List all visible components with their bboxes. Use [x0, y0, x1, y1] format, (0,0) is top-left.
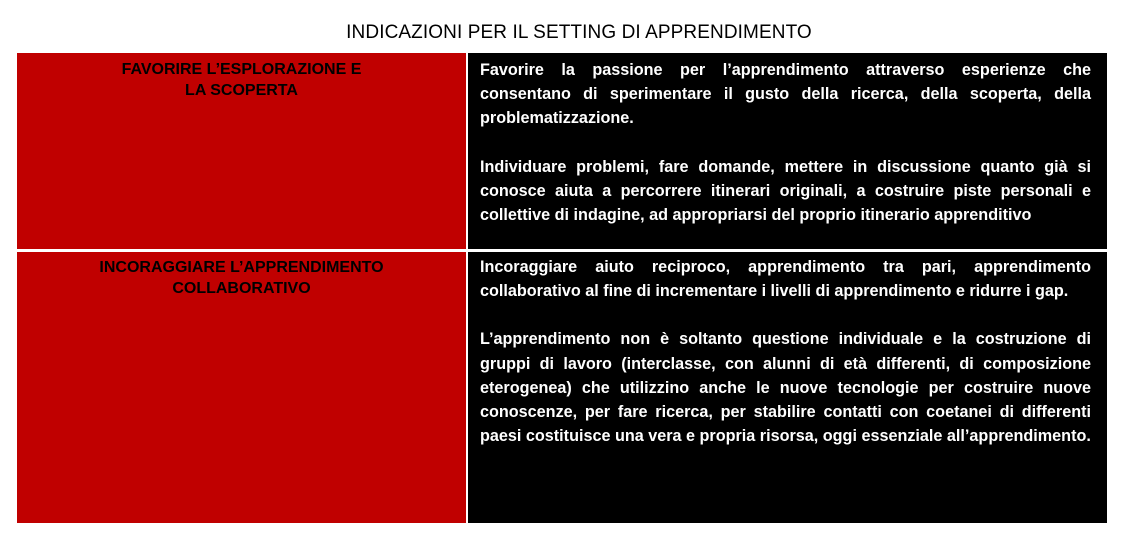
row-heading-cell [17, 53, 466, 249]
description-paragraph: Favorire la passione per l’apprendimento attraverso esperienze che consentano di sperimentare il gusto della ricerca, della scoperta, della problematizzazione. [480, 61, 1091, 128]
row-heading-line: FAVORIRE L’ESPLORAZIONE E [121, 61, 362, 78]
row-description-cell [468, 53, 1107, 249]
table-row [17, 53, 1107, 249]
row-heading-line: COLLABORATIVO [172, 280, 311, 297]
setting-table [17, 53, 1107, 523]
description-paragraph: Incoraggiare aiuto reciproco, apprendimento tra pari, apprendimento collaborativo al fine di incrementare i livelli di apprendimento e ridurre i gap. [480, 258, 1091, 301]
row-heading-line: INCORAGGIARE L’APPRENDIMENTO [99, 259, 384, 276]
row-heading-cell [17, 252, 466, 523]
description-paragraph: L’apprendimento non è soltanto questione individuale e la costruzione di gruppi di lavoro (interclasse, con alunni di età differenti, di composizione eterogenea) che utilizzino anche le nuove tecnologie per costruire nuove conoscenze, per fare ricerca, per stabilire contatti con coetanei di differenti paesi costituisce una vera e propria risorsa, oggi essenziale all’apprendimento. [480, 330, 1091, 446]
row-description-cell [468, 252, 1107, 523]
row-heading-line: LA SCOPERTA [185, 82, 298, 99]
table-row [17, 252, 1107, 523]
description-paragraph: Individuare problemi, fare domande, mettere in discussione quanto già si conosce aiuta a percorrere itinerari originali, a costruire piste personali e collettive di indagine, ad appropriarsi del proprio itinerario apprenditivo [480, 157, 1091, 225]
page-title: INDICAZIONI PER IL SETTING DI APPRENDIMENTO [346, 22, 812, 43]
